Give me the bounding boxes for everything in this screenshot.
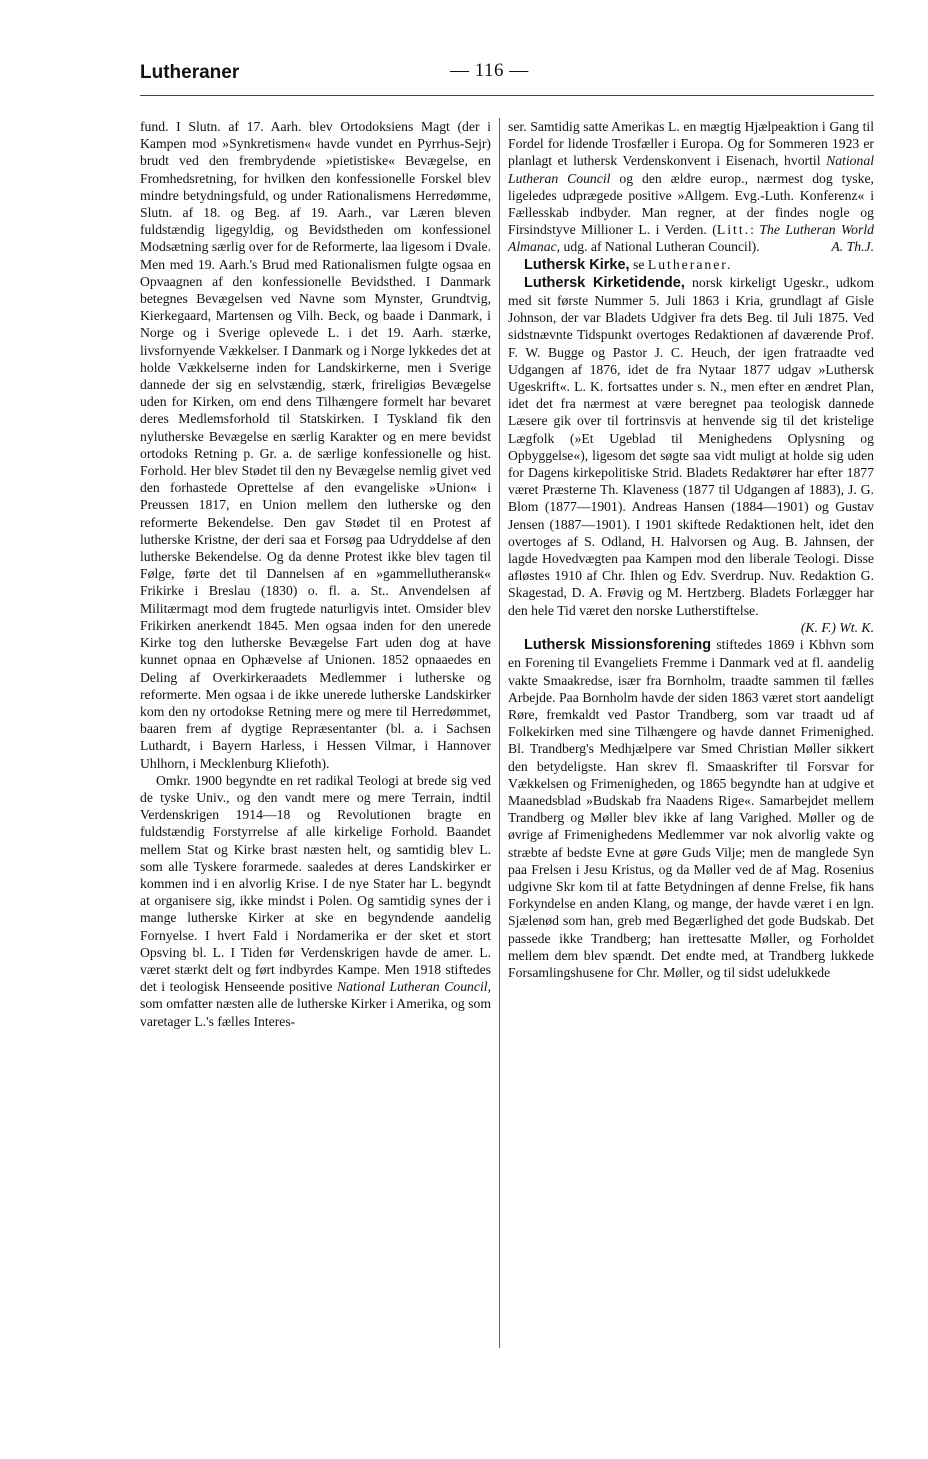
left-column [140,118,491,1030]
header-rule [140,95,874,96]
author-signature: A. Th.J. [831,239,874,255]
entry-luthersk-kirke: Luthersk Kirke, se Lutheraner. [524,256,733,273]
page-header [140,60,874,100]
paragraph: Omkr. 1900 begyndte en ret radikal Teologi at brede sig ved de tyske Univ., og den vandt mere og mere Terrain, indtil Verdenskrigen 1914—18 og Revolutionen bragte en fuldstændig Forstyrrelse af alle kirkelige Forhold. Baandet mellem Stat og Kirke brast næsten helt, og samtidig blev L. som alle Tyskere forarmede. saaledes at deres Landskirker er kommen ind i en alvorlig Krise. I de nye Stater har L. begyndt at organisere sig, ikke mindst i Polen. Og samtidig synes der i mange lutherske Kirker at ske en begyndende aandelig Fornyelse. I hvert Fald i Nordamerika er der sket et stort Opsving bl. L. I Tiden før Verdenskrigen havde de amer. L. været stærkt delt og ført indbyrdes Kampe. Men 1918 stiftedes det i teologisk Henseende positive National Lutheran Council, som omfatter næsten alle de lutherske Kirker i Amerika, og som varetager L.'s fælles Interes- [140,772,491,1029]
right-column [508,118,874,981]
running-head-title: Lutheraner [140,62,240,83]
page-number: — 116 — [450,60,529,81]
author-signature: (K. F.) Wt. K. [800,619,874,635]
column-divider [499,118,500,1348]
entry-luthersk-missionsforening: Luthersk Missionsforening stiftedes 1869 i Kbhvn som en Forening til Evangeliets Fremme i Danmark ved at fl. aandelig vakte Smaakredse, især fra Bornholm, traadte sammen til fælles Arbejde. Paa Bornholm havde der siden 1863 været stort aandeligt Røre, fremkaldt ved Pastor Trandberg, som var traadt ud af Folkekirken med sine Tilhængere og havde dannet Frimenighed. Bl. Trandberg's Medhjælpere var Smed Christian Møller sikkert den betydeligste. Han skrev fl. Smaaskrifter til Forsvar for Vækkelsen og Frimenigheden, og 1865 begyndte han at udgive et Maanedsblad »Budskab fra Naadens Rige«. Samarbejdet mellem Trandberg og Møller blev ikke af lang Varighed. Møller og de øvrige af Frimenighedens Medlemmer var nok alvorlig vakte og stræbte af bedste Evne at gøre Guds Vilje; men de manglede Syn paa Frelsen i Jesu Kristus, og da Møller ved de af Mag. Rosenius udgivne Skr kom til at fatte Betydningen af denne Frelse, fik hans Forkyndelse en anden Klang, og mange, der havde været i en lgn. Sjælenød som han, greb med Begærlighed det gode Budskab. Det passede ikke Trandberg; han irettesatte Møller, og Forholdet mellem dem blev spændt. Det endte med, at Trandberg lukkede Forsamlingshusene for Chr. Møller, og til sidst udelukkede [508,637,875,980]
paragraph: ser. Samtidig satte Amerikas L. en mægtig Hjælpeaktion i Gang til Fordel for lidende Trosfæller i Europa. Og for Sommeren 1923 er planlagt et luthersk Verdenskonvent i Eisenach, hvortil National Lutheran Council og den ældre europ., nærmest dog tyske, ligeledes udprægede positive »Allgem. Evg.-Luth. Konferenz« i Fællesskab indbyder. Man regner, at der findes nogle og Firsindstyve Millioner L. i Verden. (Litt.: The Lutheran World Almanac, udg. af National Lutheran Council). A. Th.J. [508,119,875,255]
entry-luthersk-kirketidende: Luthersk Kirketidende, norsk kirkeligt Ugeskr., udkom med sit første Nummer 5. Juli 1863 i Kria, grundlagt af Gisle Johnson, der var Bladets Udgiver fra dets Beg. til Juli 1875. Ved sidstnævnte Tidspunkt overtoges Redaktionen af daværende Prof. F. W. Bugge og Pastor J. C. Heuch, der igen fratraadte ved Udgangen af 1876, idet de fra Nytaar 1877 udgav »Luthersk Ugeskrift«. L. K. fortsattes under s. N., men efter en ændret Plan, idet det fra nærmest at være beregnet paa teologisk dannede Læsere gik over til fortrinsvis at henvende sig til det kristelige Lægfolk (»Et Ugeblad til Menighedens Oplysning og Opbyggelse«), ligesom det søgte saa vidt muligt at holde sig uden for Dagens kirkepolitiske Strid. Bladets Redaktører har efter 1877 været Præsterne Th. Klaveness (1877 til Udgangen af 1883), J. G. Blom (1877—1901). Andreas Hansen (1884—1901) og Gustav Jensen (1887—1901). I 1901 skiftede Redaktionen helt, idet den overtoges af S. Odland, H. Halvorsen og Aug. B. Jahnsen, der lagde Hovedvægten paa Kampen mod den liberale Teologi. Disse afløstes 1910 af Chr. Ihlen og Edv. Sverdrup. Nuv. Redaktion G. Skagestad, D. A. Frøvig og M. Hertzberg. Bladets Forlægger har den hele Tid været den norske Lutherstiftelse. [508,274,874,618]
paragraph: fund. I Slutn. af 17. Aarh. blev Ortodoksiens Magt (der i Kampen mod »Synkretismen« havde vundet en Pyrrhus-Sejr) brudt ved den frembrydende »pietistiske« Bevægelse, en Fromhedsretning, for hvilken den konfessionelle Forskel blev mindre betydningsfuld, og under Rationalismens Herredømme, Slutn. af 18. og Beg. af 19. Aarh., var Læren bleven fuldstændig ligegyldig, og Bevidstheden om konfessionel Modsætning særlig over for de Reformerte, laa ligesom i Dvale. Men med 19. Aarh.'s Brud med Rationalismen fulgte ogsaa en Opvaagnen af den konfessionelle Bevidsthed. I Danmark betegnes Bevægelsen ved Navne som Mynster, Grundtvig, Kierkegaard, Martensen og Vilh. Beck, og baade i Danmark, i Norge og i Sverige oplevede L. i det 19. Aarh. stærke, livsfornyende Vækkelser. I Danmark og i Norge lykkedes det at holde Vækkelserne inden for Landskirkerne, men i Sverige dannede der sig en selvstændig, stærk, frireligiøs Bevægelse uden for Kirken, om end dens Tilhængere formelt har bevaret deres Medlemsforhold til Statskirken. I Tyskland fik den nylutherske Bevægelse en særlig Karakter og en mere bevidst ortodoks Retning p. Gr. a. de særlige konfessionelle og hist. Forhold. Her blev Stødet til den ny Bevægelse nemlig givet ved den forhastede Oprettelse af den evangeliske »Union« i Preussen 1817, en Union mellem den lutherske og den reformerte Bekendelse. Den gav Stødet til en Protest af lutherske Kristne, der deri saa et Forsøg paa Udryddelse af den lutherske Bekendelse. Og da denne Protest ikke blev tagen til Følge, førte det til Dannelsen af en »gammellutheransk« Frikirke i Breslau (1830) o. fl. a. St.. Anvendelsen af Militærmagt mod dem frugtede naturligvis intet. Omsider blev Frikirken anerkendt 1845. Men ogsaa inden for den unerede Kirke tog den lutherske Bevægelse Fart uden dog at have kunnet opnaa en Ophævelse af Unionen. 1852 opnaaedes en Deling af Overkirkeraadets Medlemmer i lutherske og reformerte. Men ogsaa i de ikke unerede lutherske Landskirker kom den ny ortodokse Retning mere og mere til Herredømmet, baaren frem af dygtige Repræsentanter (bl. a. i Sachsen Luthardt, i Bayern Harless, i Hessen Vilmar, i Hannover Uhlhorn, i Mecklenburg Kliefoth). [140,119,491,771]
